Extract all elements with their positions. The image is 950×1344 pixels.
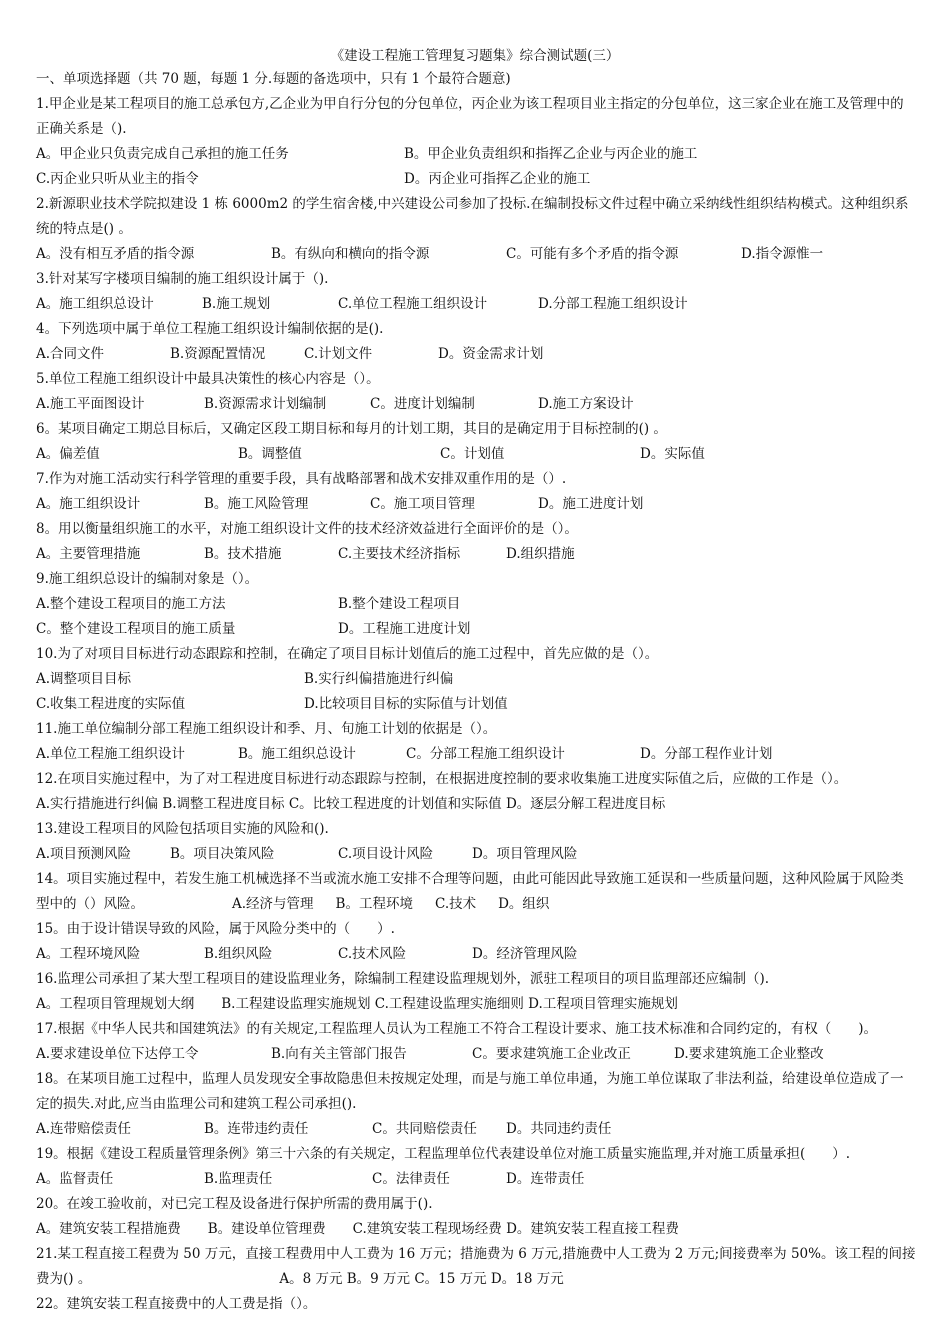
option: C.项目设计风险: [338, 846, 434, 862]
option: B。施工风险管理: [204, 496, 309, 512]
option-row: [36, 492, 916, 517]
question-stem: 17.根据《中华人民共和国建筑法》的有关规定,工程监理人员认为工程施工不符合工程设计要求、施工技术标准和合同约定的，有权（ )。: [36, 1021, 878, 1037]
option: A。施工组织设计: [36, 496, 141, 512]
question-5: [36, 367, 916, 417]
option: B.整个建设工程项目: [338, 596, 461, 612]
option: D。丙企业可指挥乙企业的施工: [404, 171, 591, 187]
question-stem: 21.某工程直接工程费为 50 万元，直接工程费用中人工费为 16 万元；措施费为 6 万元,措施费中人工费为 2 万元;间接费率为 50%。该工程的间接费为() 。 A。8 万元 B。9 万元 C。15 万元 D。18 万元: [36, 1242, 916, 1292]
question-7: [36, 467, 916, 517]
question-9: [36, 567, 916, 642]
option: B。调整值: [238, 446, 302, 462]
option: D。连带责任: [506, 1171, 585, 1187]
option-line: A。建筑安装工程措施费 B。建设单位管理费 C.建筑安装工程现场经费 D。建筑安装工程直接工程费: [36, 1221, 679, 1237]
question-21: [36, 1242, 916, 1292]
inline-options: [144, 896, 549, 912]
option-row: [36, 842, 916, 867]
document-body: [36, 67, 916, 1317]
document-title: 《建设工程施工管理复习题集》综合测试题(三）: [330, 48, 620, 64]
option: B。技术措施: [204, 546, 282, 562]
option-row: [36, 1042, 916, 1067]
option-row: [36, 292, 916, 317]
question-8: [36, 517, 916, 567]
option: A.要求建设单位下达停工令: [36, 1046, 199, 1062]
option: D。工程施工进度计划: [338, 621, 471, 637]
option: A。施工组织总设计: [36, 296, 154, 312]
question-stem: 20。在竣工验收前，对已完工程及设备进行保护所需的费用属于().: [36, 1196, 433, 1212]
option: C。整个建设工程项目的施工质量: [36, 621, 236, 637]
option: D。分部工程作业计划: [640, 746, 773, 762]
question-stem: 22。建筑安装工程直接费中的人工费是指（）。: [36, 1296, 317, 1312]
question-stem: 1.甲企业是某工程项目的施工总承包方,乙企业为甲自行分包的分包单位，丙企业为该工程项目业主指定的分包单位，这三家企业在施工及管理中的正确关系是（).: [36, 96, 904, 137]
question-17: [36, 1017, 916, 1067]
question-11: [36, 717, 916, 767]
option: C。共同赔偿责任: [372, 1121, 477, 1137]
option: A。工程环境风险: [36, 946, 141, 962]
option: A。甲企业只负责完成自己承担的施工任务: [36, 146, 289, 162]
question-14: [36, 867, 916, 917]
question-stem: 10.为了对项目目标进行动态跟踪和控制，在确定了项目目标计划值后的施工过程中，首先应做的是（）。: [36, 646, 659, 662]
option: B.资源配置情况: [170, 346, 266, 362]
option: A.经济与管理: [232, 896, 314, 912]
option: B。连带违约责任: [204, 1121, 309, 1137]
option-line: A.实行措施进行纠偏 B.调整工程进度目标 C。比较工程进度的计划值和实际值 D。逐层分解工程进度目标: [36, 796, 666, 812]
option: D.比较项目目标的实际值与计划值: [304, 696, 508, 712]
option-row: [36, 617, 916, 642]
option: B.向有关主管部门报告: [271, 1046, 407, 1062]
option: D.分部工程施工组织设计: [538, 296, 688, 312]
option: D.指令源惟一: [741, 246, 824, 262]
option-row: [36, 592, 916, 617]
option: C.计划文件: [304, 346, 373, 362]
question-10: [36, 642, 916, 717]
option: C.收集工程进度的实际值: [36, 696, 186, 712]
option: A。偏差值: [36, 446, 100, 462]
option-row: [36, 667, 916, 692]
option: D。施工进度计划: [538, 496, 644, 512]
option: B。施工组织总设计: [238, 746, 356, 762]
option: A.合同文件: [36, 346, 105, 362]
section-heading: 一、单项选择题（共 70 题，每题 1 分.每题的备选项中，只有 1 个最符合题意): [36, 71, 511, 87]
option-row: [36, 1117, 916, 1142]
question-4: [36, 317, 916, 367]
option: B。项目决策风险: [170, 846, 275, 862]
option: A.调整项目目标: [36, 671, 132, 687]
question-stem: 7.作为对施工活动实行科学管理的重要手段，具有战略部署和战术安排双重作用的是（）.: [36, 471, 567, 487]
option: A.施工平面图设计: [36, 396, 145, 412]
question-20: [36, 1192, 916, 1242]
question-22: [36, 1292, 916, 1317]
question-19: [36, 1142, 916, 1192]
option-row: [36, 942, 916, 967]
question-stem: 16.监理公司承担了某大型工程项目的建设监理业务，除编制工程建设监理规划外，派驻工程项目的项目监理部还应编制（).: [36, 971, 770, 987]
option: C。进度计划编制: [370, 396, 475, 412]
question-12: [36, 767, 916, 817]
option: D。共同违约责任: [506, 1121, 612, 1137]
option: C。可能有多个矛盾的指令源: [506, 246, 679, 262]
option-row: [36, 542, 916, 567]
option: A.连带赔偿责任: [36, 1121, 132, 1137]
option-row: [36, 142, 916, 167]
question-stem: 4。下列选项中属于单位工程施工组织设计编制依据的是().: [36, 321, 384, 337]
option-line: A。工程项目管理规划大纲 B.工程建设监理实施规划 C.工程建设监理实施细则 D.工程项目管理实施规划: [36, 996, 678, 1012]
question-stem: 11.施工单位编制分部工程施工组织设计和季、月、旬施工计划的依据是（）。: [36, 721, 497, 737]
question-2: [36, 192, 916, 267]
option-row: [36, 1167, 916, 1192]
option: C。要求建筑施工企业改正: [472, 1046, 631, 1062]
option: D.要求建筑施工企业整改: [674, 1046, 824, 1062]
option: C。分部工程施工组织设计: [406, 746, 565, 762]
option: C.单位工程施工组织设计: [338, 296, 488, 312]
option: C.主要技术经济指标: [338, 546, 461, 562]
question-18: [36, 1067, 916, 1142]
option: D。资金需求计划: [438, 346, 544, 362]
option: A。8 万元 B。9 万元 C。15 万元 D。18 万元: [279, 1271, 564, 1287]
option: A.项目预测风险: [36, 846, 132, 862]
option: B.组织风险: [204, 946, 273, 962]
option: A。主要管理措施: [36, 546, 141, 562]
option: C。法律责任: [372, 1171, 450, 1187]
option: B。有纵向和横向的指令源: [271, 246, 430, 262]
question-stem: 14。项目实施过程中，若发生施工机械选择不当或流水施工安排不合理等问题，由此可能因此导致施工延误和一些质量问题，这种风险属于风险类型中的（）风险。 A.经济与管理 B。工程环境 C.技术 D。组织: [36, 867, 916, 917]
option: D。实际值: [640, 446, 705, 462]
option-row: [36, 742, 916, 767]
option-row: [36, 392, 916, 417]
option: D。组织: [498, 896, 550, 912]
question-stem: 2.新源职业技术学院拟建设 1 栋 6000m2 的学生宿舍楼,中兴建设公司参加了投标.在编制投标文件过程中确立采纳线性组织结构模式。这种组织系统的特点是() 。: [36, 196, 909, 237]
option: B。甲企业负责组织和指挥乙企业与丙企业的施工: [404, 146, 698, 162]
question-stem: 19。根据《建设工程质量管理条例》第三十六条的有关规定，工程监理单位代表建设单位对施工质量实施监理,并对施工质量承担( ）.: [36, 1146, 851, 1162]
question-stem: 9.施工组织总设计的编制对象是（）。: [36, 571, 259, 587]
question-3: [36, 267, 916, 317]
question-stem: 13.建设工程项目的风险包括项目实施的风险和().: [36, 821, 329, 837]
option: A.整个建设工程项目的施工方法: [36, 596, 226, 612]
option: C.技术风险: [338, 946, 407, 962]
question-6: [36, 417, 916, 467]
option: A.单位工程施工组织设计: [36, 746, 186, 762]
option: B.监理责任: [204, 1171, 273, 1187]
option: C。计划值: [440, 446, 505, 462]
question-stem: 12.在项目实施过程中，为了对工程进度目标进行动态跟踪与控制，在根据进度控制的要求收集施工进度实际值之后，应做的工作是（）。: [36, 771, 848, 787]
option: D。经济管理风险: [472, 946, 578, 962]
question-stem: 6。某项目确定工期总目标后，又确定区段工期目标和每月的计划工期，其目的是确定用于目标控制的() 。: [36, 421, 667, 437]
inline-options: [91, 1271, 563, 1287]
option: A。没有相互矛盾的指令源: [36, 246, 195, 262]
question-stem: 8。用以衡量组织施工的水平，对施工组织设计文件的技术经济效益进行全面评价的是（）。: [36, 521, 578, 537]
question-stem: 3.针对某写字楼项目编制的施工组织设计属于（).: [36, 271, 329, 287]
question-16: [36, 967, 916, 1017]
option-row: [36, 342, 916, 367]
option: B。工程环境: [335, 896, 413, 912]
option-row: [36, 692, 916, 717]
question-15: [36, 917, 916, 967]
question-stem: 5.单位工程施工组织设计中最具决策性的核心内容是（）。: [36, 371, 380, 387]
option: C。施工项目管理: [370, 496, 475, 512]
option: B.实行纠偏措施进行纠偏: [304, 671, 454, 687]
question-13: [36, 817, 916, 867]
option: C.技术: [434, 896, 477, 912]
question-stem: 15。由于设计错误导致的风险，属于风险分类中的（ ）.: [36, 921, 395, 937]
option-row: [36, 442, 916, 467]
option: B.资源需求计划编制: [204, 396, 327, 412]
question-1: [36, 92, 916, 192]
question-list: [36, 92, 916, 1317]
option: C.丙企业只听从业主的指令: [36, 171, 199, 187]
option: B.施工规划: [202, 296, 271, 312]
option: A。监督责任: [36, 1171, 114, 1187]
option-row: [36, 242, 916, 267]
option: D.组织措施: [506, 546, 575, 562]
question-stem: 18。在某项目施工过程中，监理人员发现安全事故隐患但未按规定处理，而是与施工单位串通，为施工单位谋取了非法利益，给建设单位造成了一定的损失.对此,应当由监理公司和建筑工程公司承担().: [36, 1071, 904, 1112]
option: D。项目管理风险: [472, 846, 578, 862]
option: D.施工方案设计: [538, 396, 634, 412]
option-row: [36, 167, 916, 192]
